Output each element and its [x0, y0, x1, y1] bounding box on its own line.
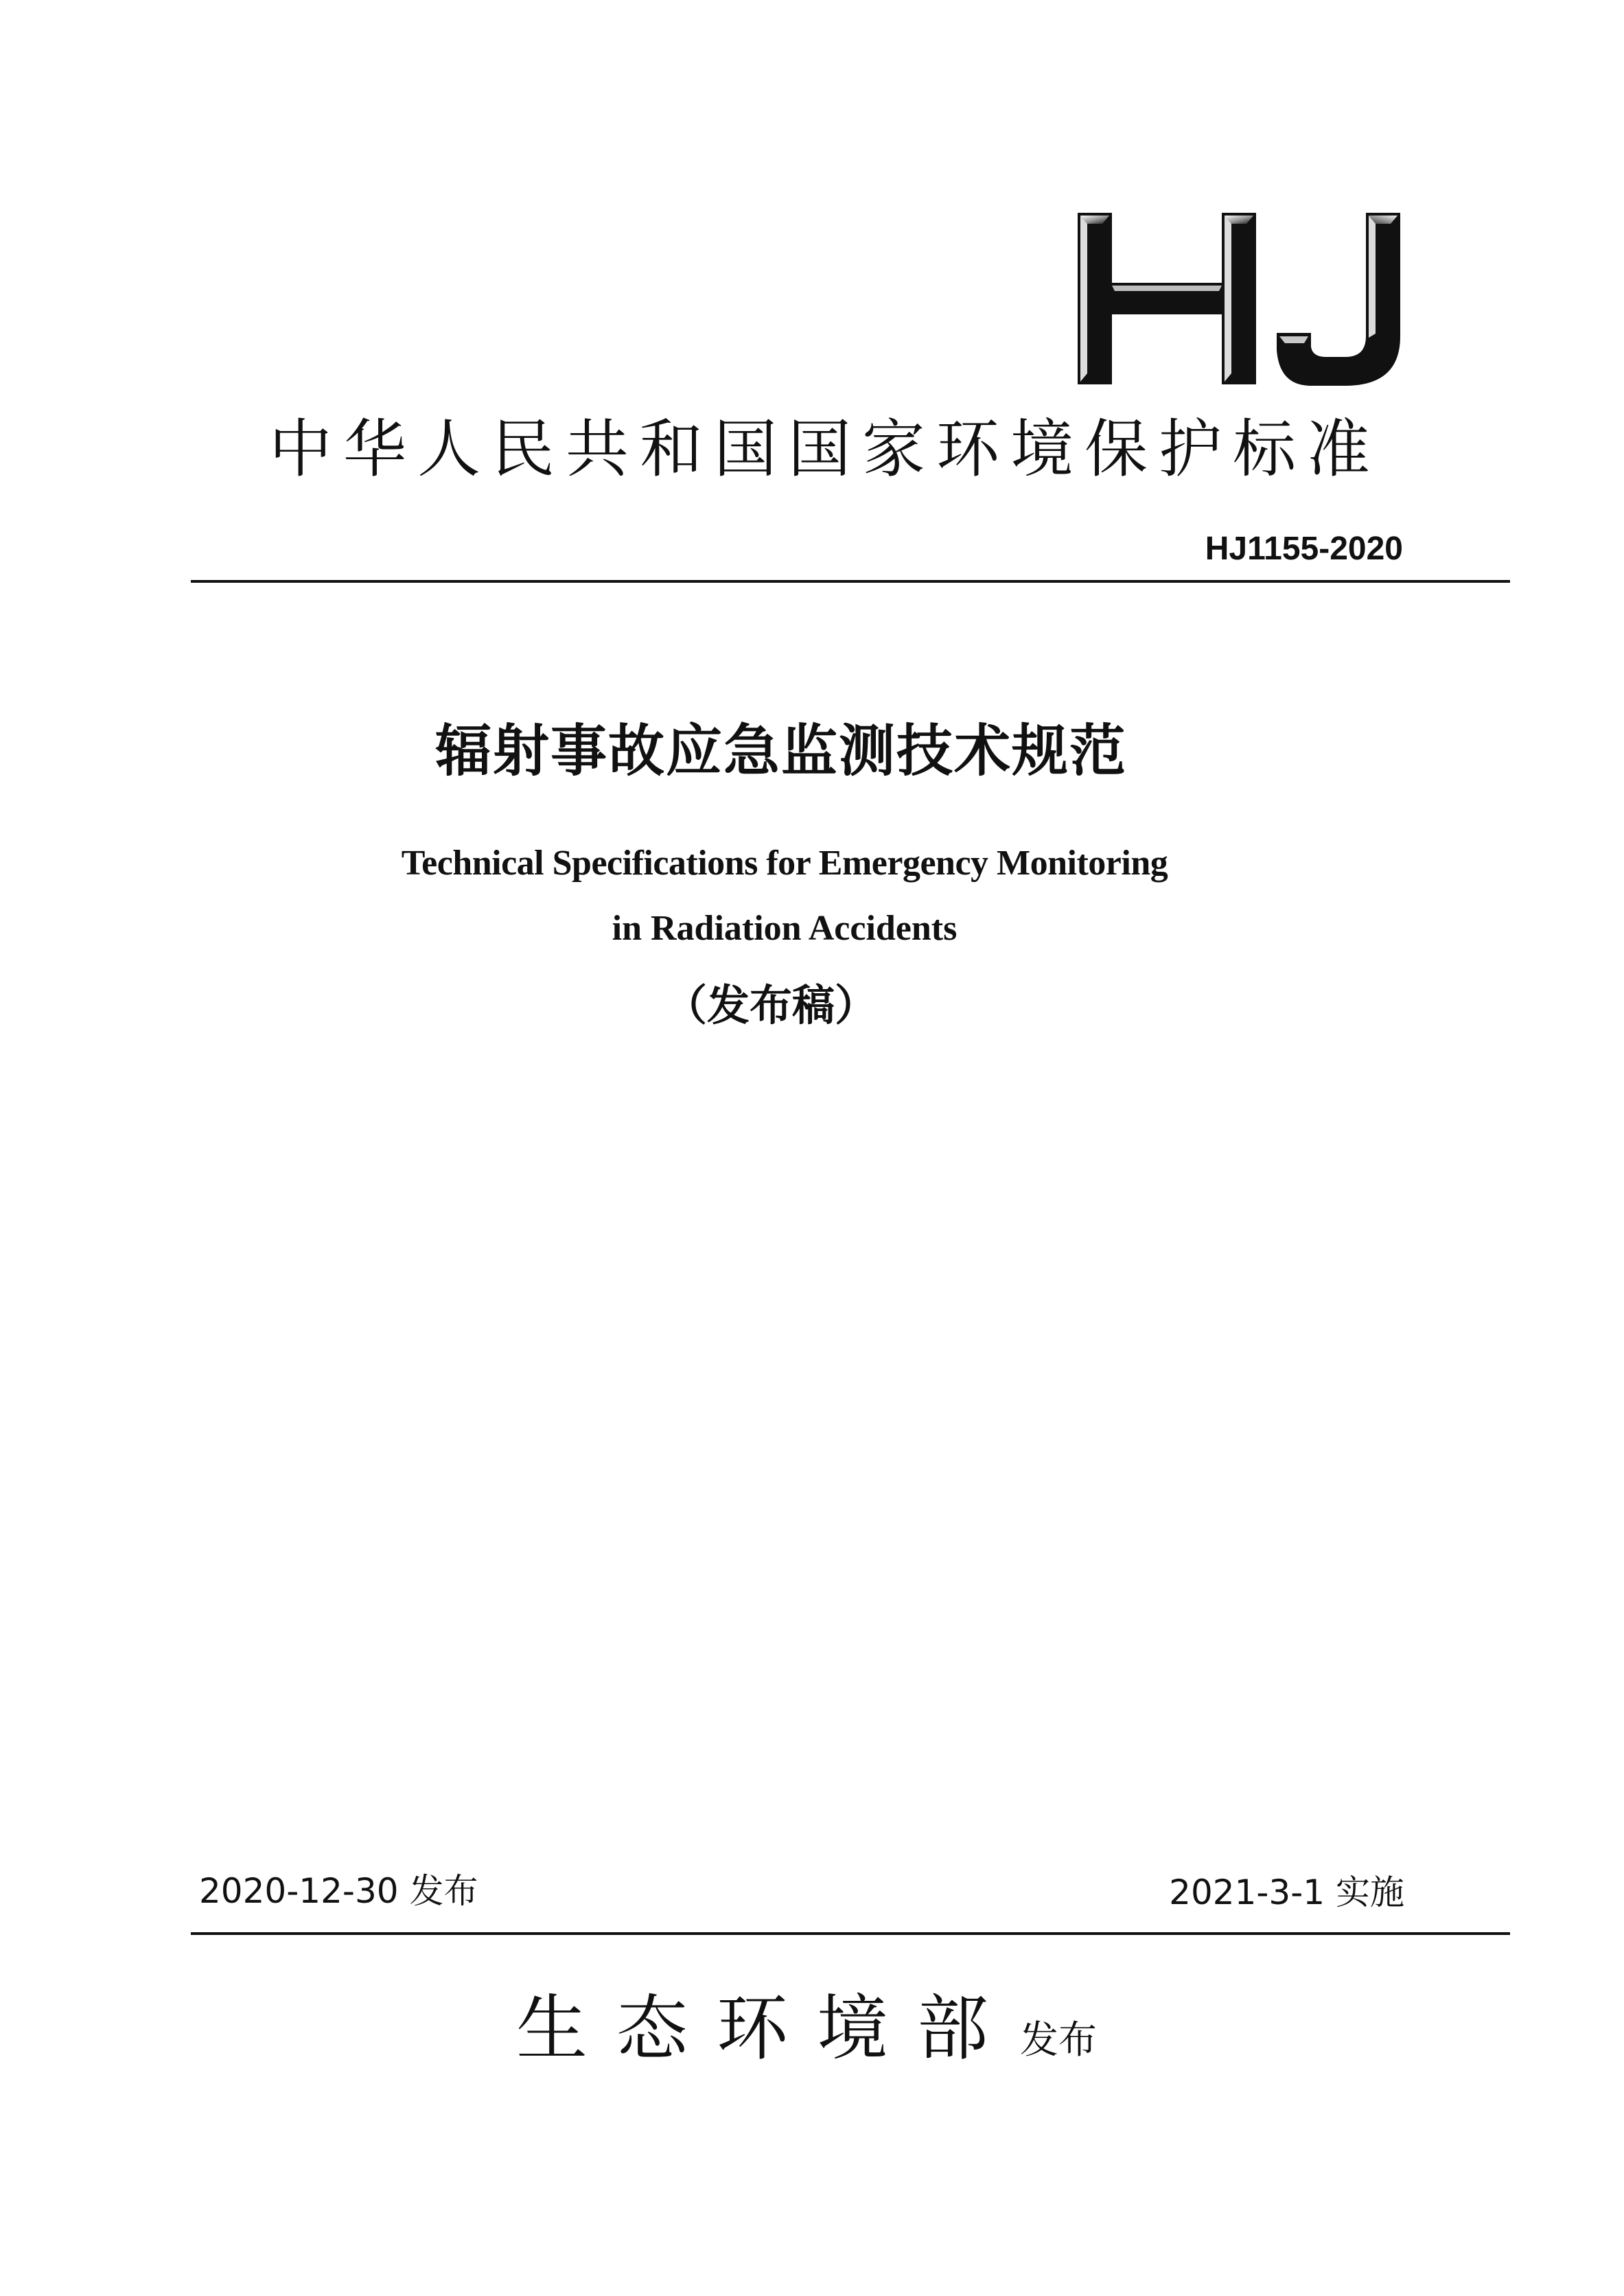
publish-date: 2020-12-30 发布: [199, 1871, 478, 1911]
document-title-chinese: 辐射事故应急监测技术规范: [434, 719, 1127, 784]
draft-status-label: （发布稿）: [664, 980, 877, 1030]
hj-logo: [1071, 206, 1435, 391]
logo-letter-j: [1277, 213, 1400, 386]
issuer-name: 生态环境部: [516, 1986, 1018, 2070]
issuer-block: [516, 1977, 1097, 2092]
issuer-suffix: 发布: [1020, 2018, 1098, 2063]
standard-number: HJ1155-2020: [1205, 531, 1403, 567]
footer-divider: [191, 1932, 1510, 1935]
header-divider: [191, 580, 1510, 583]
effective-date: 2021-3-1 实施: [1169, 1872, 1404, 1912]
document-title-english-line-1: Technical Specifications for Emergency Monitoring: [401, 844, 1168, 883]
national-standard-title: 中华人民共和国国家环境保护标准: [269, 413, 1382, 486]
document-title-english-line-2: in Radiation Accidents: [612, 909, 958, 948]
logo-letter-h: [1078, 213, 1256, 384]
